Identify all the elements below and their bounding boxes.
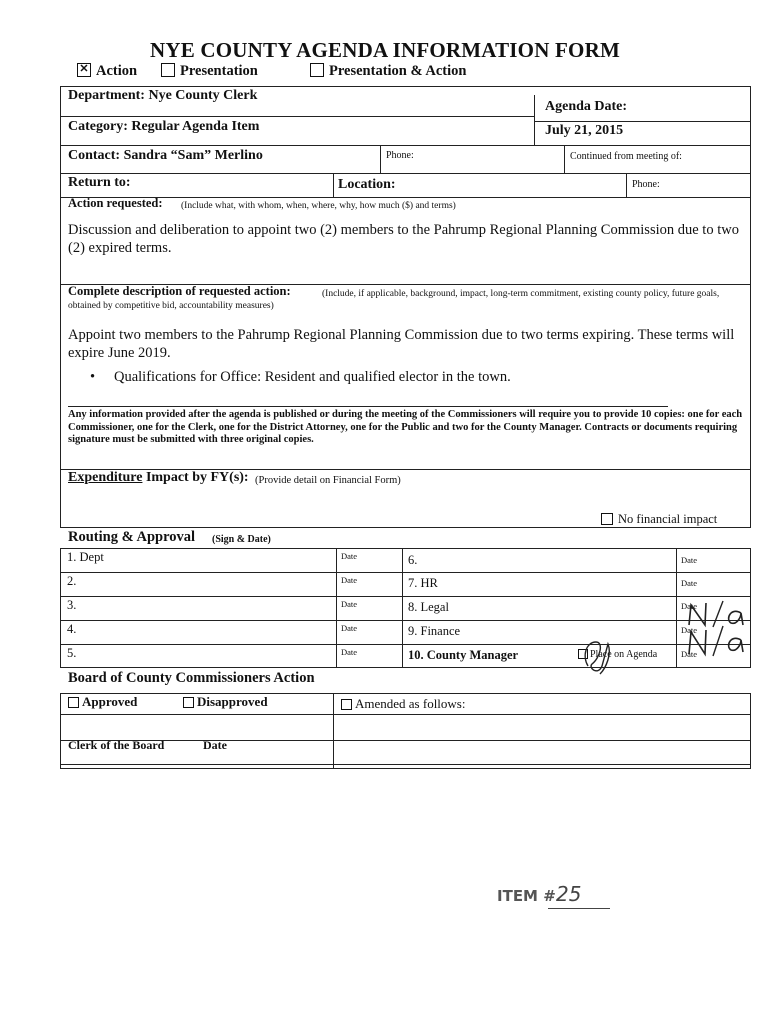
contact-field: Contact: Sandra “Sam” Merlino [68,148,263,163]
routing-hint: (Sign & Date) [212,534,271,545]
no-impact-checkbox-icon[interactable] [601,513,613,525]
item-label: ITEM # [497,887,556,905]
agenda-date-value: July 21, 2015 [545,123,624,138]
option-presentation-action[interactable] [310,63,466,80]
expenditure-label: Expenditure Impact by FY(s): [68,470,249,485]
route-date-3: Date [341,599,358,609]
phone2-label: Phone: [632,179,660,190]
route-5: 5. [67,646,77,660]
route-2: 2. [67,574,77,588]
continued-label: Continued from meeting of: [570,151,682,162]
option-action[interactable] [77,63,137,80]
route-date-6: Date [681,555,698,565]
board-title: Board of County Commissioners Action [68,670,315,686]
presentation-checkbox-icon[interactable] [161,63,175,77]
route-8: 8. Legal [408,600,449,614]
agenda-date-label: Agenda Date: [545,99,628,114]
form-title: NYE COUNTY AGENDA INFORMATION FORM [150,38,620,62]
route-6: 6. [408,553,418,567]
description-label: Complete description of requested action: [68,284,291,298]
phone-label: Phone: [386,150,414,161]
no-financial-impact[interactable]: No financial impact [601,512,717,527]
route-date-7: Date [681,578,698,588]
routing-title: Routing & Approval [68,529,196,545]
option-presentation-label: Presentation [180,63,258,79]
disapproved-checkbox-icon[interactable] [183,697,194,708]
option-presentation[interactable] [161,63,258,80]
route-7: 7. HR [408,576,438,590]
action-checkbox-icon[interactable] [77,63,91,77]
place-on-agenda[interactable]: Place on Agenda [578,649,657,660]
clerk-of-board-label: Clerk of the Board [68,738,165,752]
approved-checkbox-icon[interactable] [68,697,79,708]
route-9: 9. Finance [408,624,461,638]
presentation-action-checkbox-icon[interactable] [310,63,324,77]
route-date-5: Date [341,647,358,657]
board-amended[interactable]: Amended as follows: [341,696,465,712]
bullet-dot: • [90,369,96,385]
board-disapproved[interactable]: Disapproved [183,694,268,710]
category-field: Category: Regular Agenda Item [68,119,260,134]
route-4: 4. [67,622,77,636]
route-date-1: Date [341,551,358,561]
route-date-8: Date [681,601,698,611]
location-label: Location: [338,177,396,192]
action-requested-label: Action requested: [68,196,163,210]
route-date-9: Date [681,625,698,635]
item-number: 25 [556,882,582,906]
description-text: Appoint two members to the Pahrump Regional Planning Commission due to two terms expiring. These terms will expire June 2019. [68,327,735,361]
action-requested-text: Discussion and deliberation to appoint two (2) members to the Pahrump Regional Planning Commission due to two (2) expired terms. [68,222,739,256]
route-date-2: Date [341,575,358,585]
copies-notice: Any information provided after the agenda is published or during the meeting of the Commissioners will require you to provide 10 copies: one for each Commissioner, one for the Clerk, one for the District Attorney, one for the Public and two for the County Manager. Contracts or documents requiring signature must be submitted with three original copies. [68,409,743,445]
route-1: 1. Dept [67,550,104,564]
department-field: Department: Nye County Clerk [68,88,258,103]
expenditure-hint: (Provide detail on Financial Form) [255,475,401,486]
description-bullet: Qualifications for Office: Resident and qualified elector in the town. [114,369,511,385]
route-date-4: Date [341,623,358,633]
board-date-label: Date [203,738,227,752]
description-hint: (Include, if applicable, background, impact, long-term commitment, existing county policy, future goals, obtained by competitive bid, accountability measures) [68,289,720,311]
action-requested-hint: (Include what, with whom, when, where, why, how much ($) and terms) [181,201,456,211]
county-manager-signature-icon [578,636,618,678]
finance-signature-icon [685,622,747,658]
route-date-10: Date [681,649,698,659]
return-to-label: Return to: [68,175,131,190]
board-approved[interactable]: Approved [68,694,137,710]
amended-checkbox-icon[interactable] [341,699,352,710]
route-3: 3. [67,598,77,612]
option-action-label: Action [96,63,138,79]
option-presentation-action-label: Presentation & Action [329,63,467,79]
route-10: 10. County Manager [408,648,519,662]
